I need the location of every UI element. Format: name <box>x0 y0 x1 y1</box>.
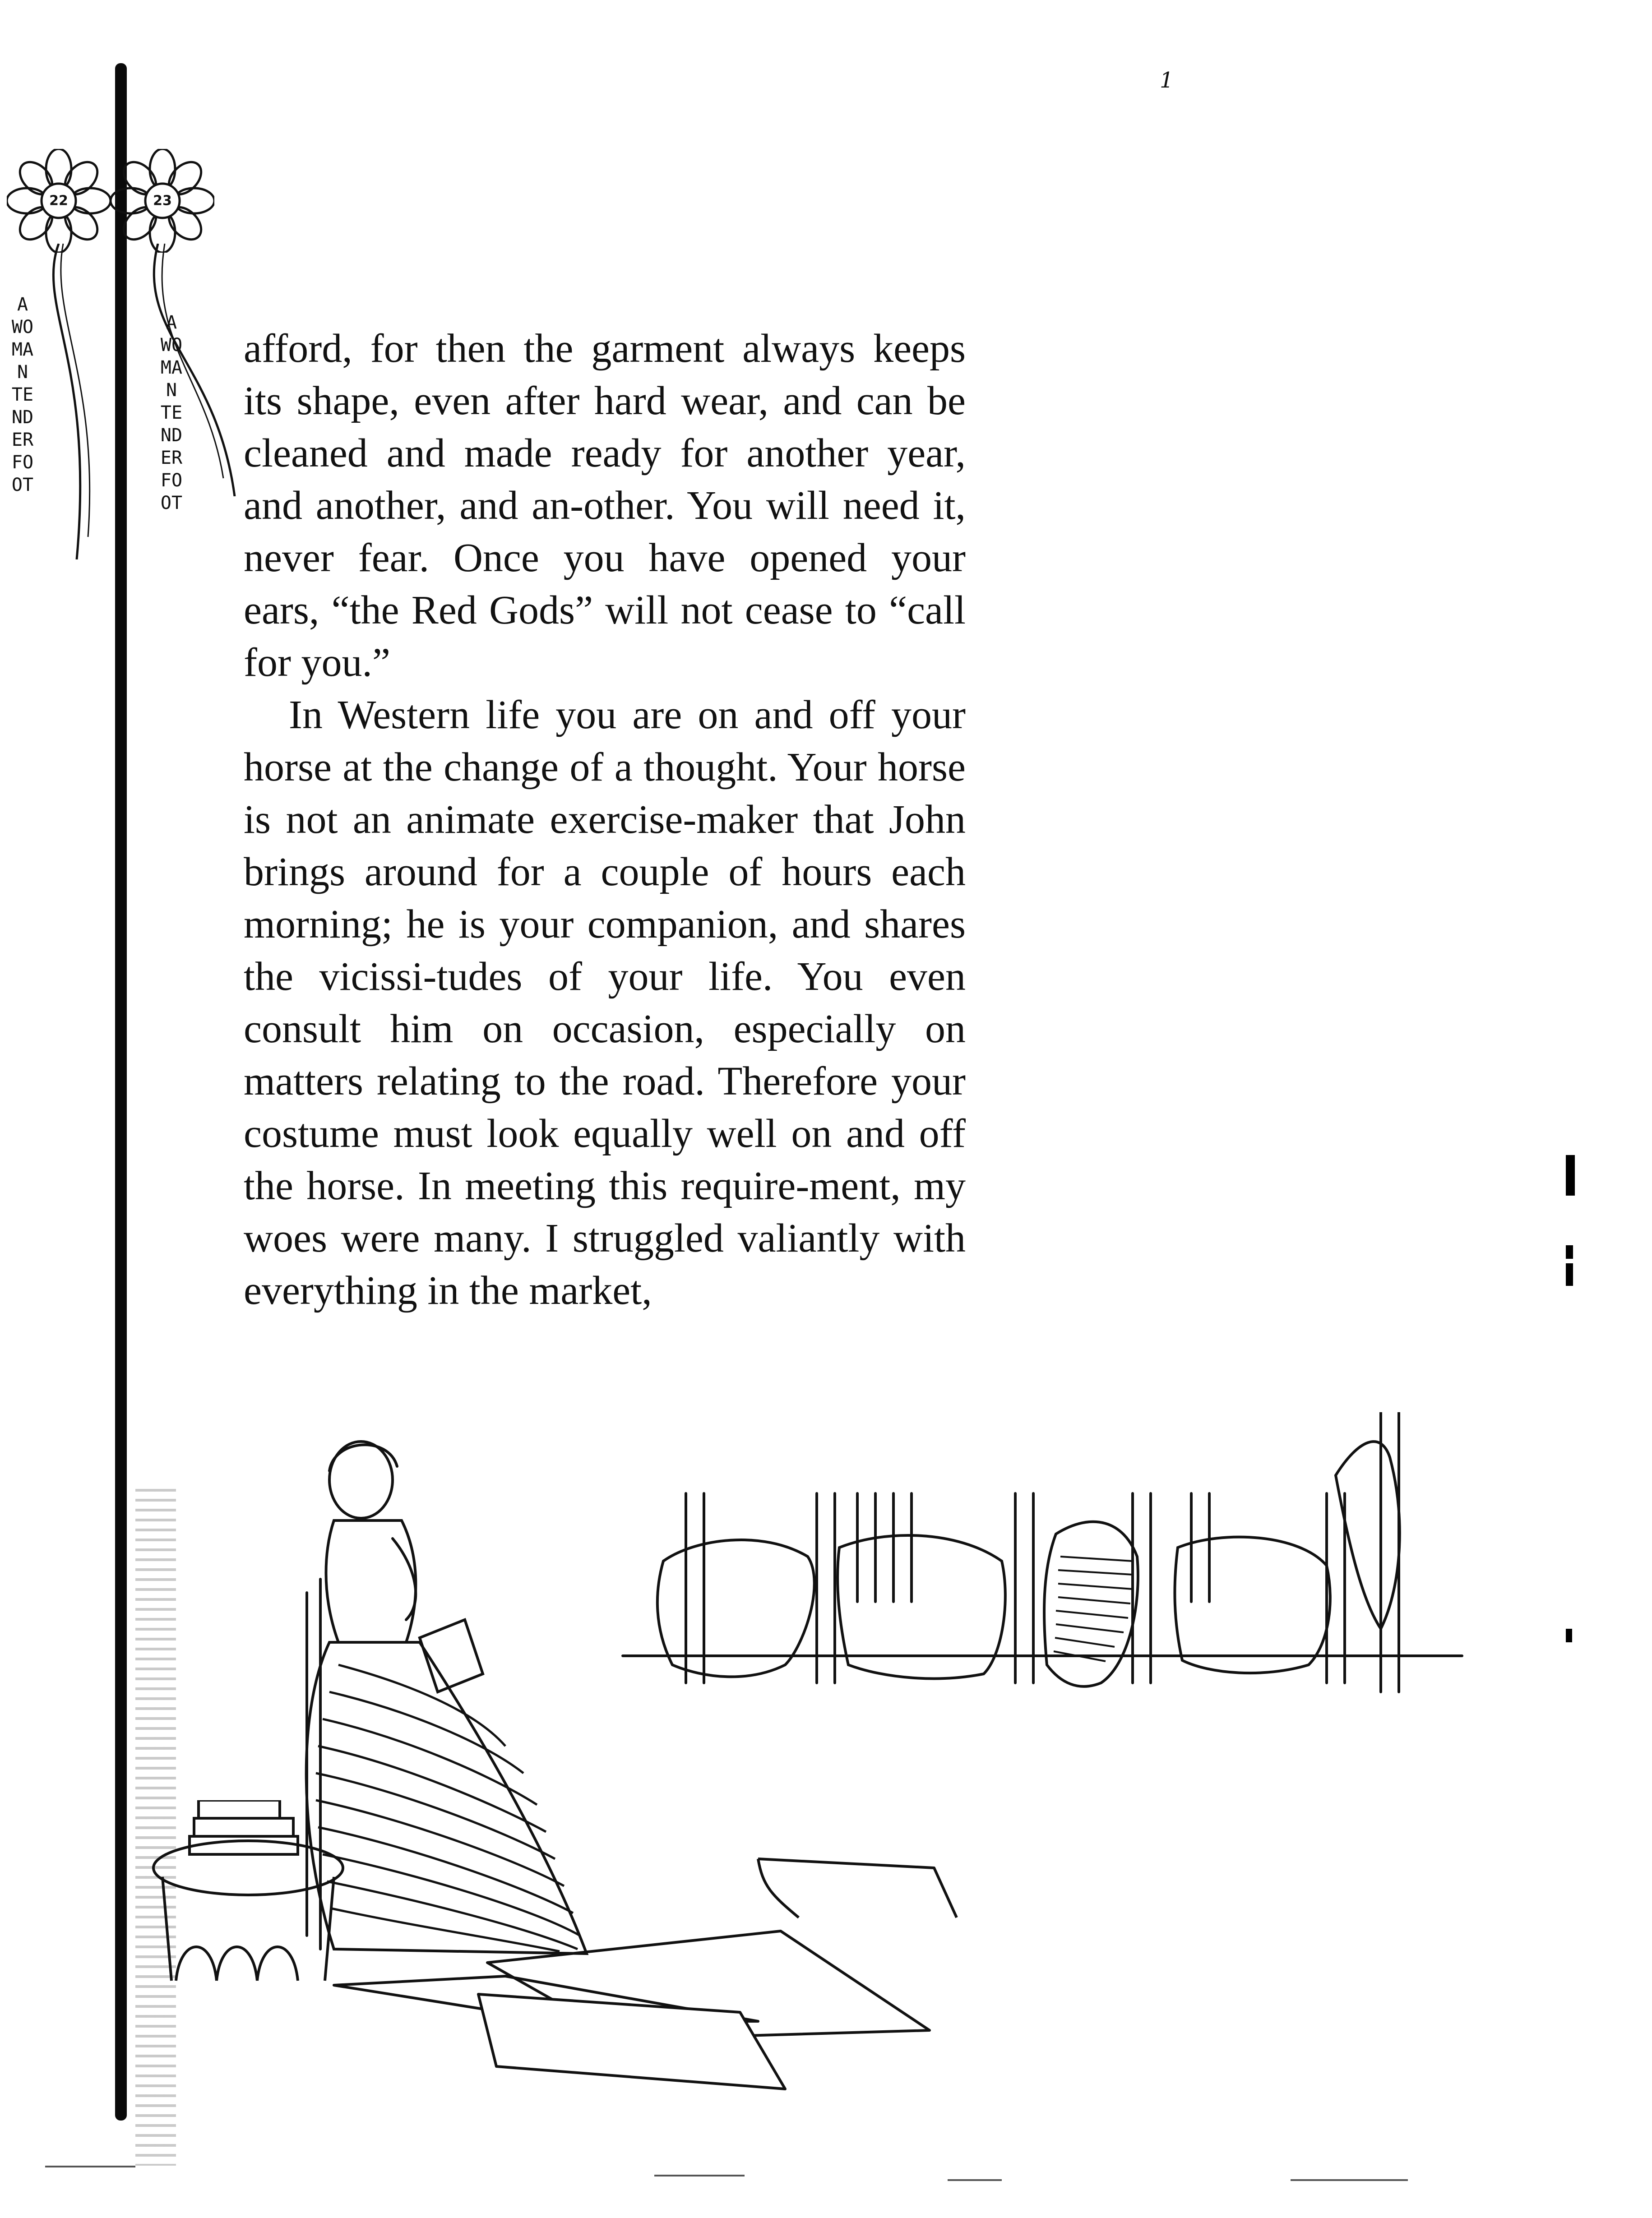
paragraph-2: In Western life you are on and off your horse at the change of a thought. Your horse is not an animate exercise-maker that John brings around for a couple of hours each morning; he is your companion, and shares the vicissi-tudes of your life. You even consult him on occasion, especially on matters relating to the road. Therefore your costume must look equally well on and off the horse. In meeting this require-ment, my woes were many. I struggled valiantly with everything in the market, <box>244 693 966 1313</box>
right-page-number: 23 <box>153 193 172 209</box>
stray-mark <box>654 2175 745 2176</box>
margin-mark <box>1566 1245 1573 1259</box>
right-page-flower-ornament <box>111 149 214 253</box>
stray-mark <box>45 2166 135 2167</box>
garments-on-chairs-illustration <box>614 1412 1471 1705</box>
margin-mark <box>1566 1155 1575 1196</box>
right-stem-ornament <box>126 244 244 496</box>
scattered-papers-illustration <box>307 1850 1074 2102</box>
corner-mark: 1 <box>1160 68 1174 93</box>
body-text <box>244 323 966 1317</box>
left-page-flower-ornament <box>7 149 111 253</box>
stray-mark <box>948 2179 1002 2181</box>
stray-mark <box>1291 2179 1408 2181</box>
left-page-number: 22 <box>49 193 68 209</box>
right-running-title: A WOMAN TENDERFOOT <box>160 312 188 513</box>
paragraph-1: afford, for then the garment always keeps its shape, even after hard wear, and can be cleaned and made ready for another year, and another, and an-other. You will need it, never fear. Once you have opened your ears, “the Red Gods” will not cease to “call for you.” <box>244 326 966 685</box>
binding-edge <box>115 63 127 2121</box>
margin-mark <box>1566 1263 1573 1286</box>
left-running-title: A WOMAN TENDERFOOT <box>11 294 39 495</box>
margin-mark <box>1566 1629 1572 1642</box>
